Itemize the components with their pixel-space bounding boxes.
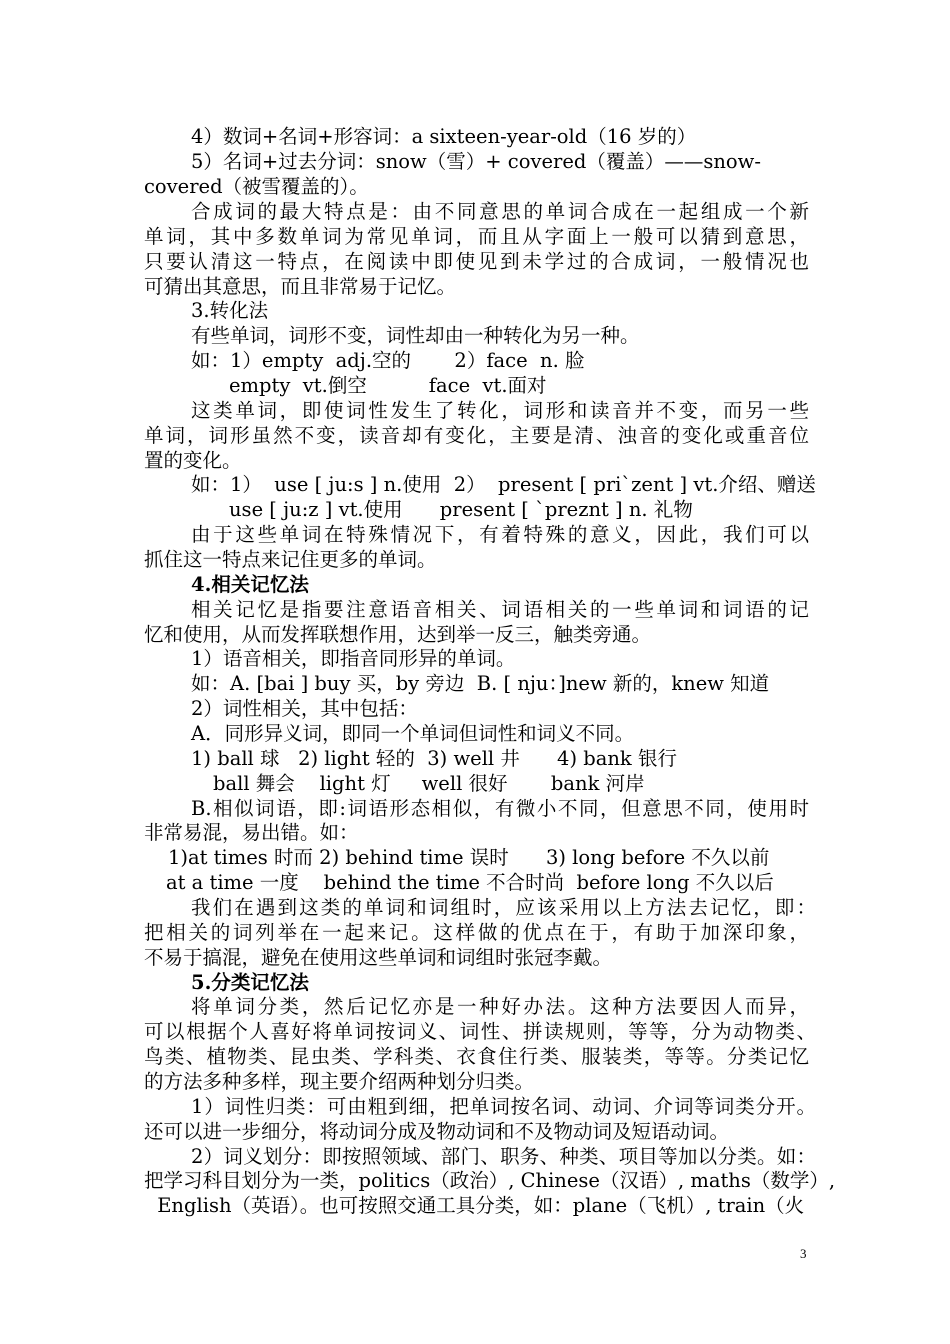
text-line: English（英语）。也可按照交通工具分类，如：plane（飞机）, train（火 (151, 1194, 805, 1217)
text-line: 只要认清这一特点，在阅读中即使见到未学过的合成词，一般情况也 (144, 250, 809, 273)
text-line: 如：A. [bai ] buy 买，by 旁边 B. [ nju：]new 新的，knew 知道 (191, 672, 770, 695)
text-line: 单词，其中多数单词为常见单词，而且从字面上一般可以猜到意思， (144, 225, 809, 248)
text-line: 4）数词+名词+形容词：a sixteen-year-old（16 岁的） (191, 125, 697, 148)
page-number: 3 (800, 1246, 807, 1261)
text-line: A．同形异义词，即同一个单词但词性和词义不同。 (191, 722, 635, 745)
text-line: 合成词的最大特点是：由不同意思的单词合成在一起组成一个新 (191, 200, 809, 223)
text-line: 把学习科目划分为一类，politics（政治）, Chinese（汉语）, maths（数学）, (144, 1169, 836, 1192)
section-heading: 5.分类记忆法 (191, 971, 309, 994)
text-line: 相关记忆是指要注意语音相关、词语相关的一些单词和词语的记 (191, 598, 809, 621)
text-line: 不易于搞混，避免在使用这些单词和词组时张冠李戴。 (144, 946, 613, 969)
text-line: use [ ju:z ] vt.使用 present [ `preznt ] n. 礼物 (229, 498, 693, 521)
text-line: at a time 一度 behind the time 不合时尚 before long 不久以后 (166, 871, 774, 894)
text-line: 还可以进一步细分，将动词分成及物动词和不及物动词及短语动词。 (144, 1120, 730, 1143)
text-line: 置的变化。 (144, 449, 242, 472)
text-line: 1)at times 时而 2) behind time 误时 3) long before 不久以前 (168, 846, 770, 869)
text-line: 2）词性相关，其中包括： (191, 697, 418, 720)
text-line: covered（被雪覆盖的）。 (144, 175, 369, 198)
text-line: 2）词义划分：即按照领域、部门、职务、种类、项目等加以分类。如： (191, 1145, 816, 1168)
text-line: 可猜出其意思，而且非常易于记忆。 (144, 275, 457, 298)
text-line: 由于这些单词在特殊情况下，有着特殊的意义，因此，我们可以 (191, 523, 809, 546)
text-line: 1）词性归类：可由粗到细，把单词按名词、动词、介词等词类分开。 (191, 1095, 816, 1118)
text-line: 可以根据个人喜好将单词按词义、词性、拼读规则，等等，分为动物类、 (144, 1020, 816, 1043)
text-line: empty vt.倒空 face vt.面对 (229, 374, 547, 397)
section-heading: 3.转化法 (191, 299, 269, 322)
text-line: 将单词分类，然后记忆亦是一种好办法。这种方法要因人而异， (191, 995, 809, 1018)
text-line: 的方法多种多样，现主要介绍两种划分归类。 (144, 1070, 535, 1093)
text-line: 抓住这一特点来记住更多的单词。 (144, 548, 437, 571)
text-line: 5）名词+过去分词：snow（雪）+ covered（覆盖）——snow- (191, 150, 761, 173)
section-heading: 4.相关记忆法 (191, 573, 309, 596)
text-line: 如：1）empty adj.空的 2）face n. 脸 (191, 349, 585, 372)
text-line: 1）语音相关，即指音同形异的单词。 (191, 647, 516, 670)
text-line: 把相关的词列举在一起来记。这样做的优点在于，有助于加深印象， (144, 921, 809, 944)
text-line: 忆和使用，从而发挥联想作用，达到举一反三，触类旁通。 (144, 623, 652, 646)
text-line: 鸟类、植物类、昆虫类、学科类、衣食住行类、服装类，等等。分类记忆 (144, 1045, 809, 1068)
text-line: 1) ball 球 2) light 轻的 3) well 井 4) bank 银行 (191, 747, 677, 770)
text-line: 这类单词，即使词性发生了转化，词形和读音并不变，而另一些 (191, 399, 809, 422)
text-line: 有些单词，词形不变，词性却由一种转化为另一种。 (191, 324, 640, 347)
text-line: B.相似词语，即:词语形态相似，有微小不同，但意思不同，使用时 (191, 797, 809, 820)
text-line: ball 舞会 light 灯 well 很好 bank 河岸 (213, 772, 645, 795)
text-line: 非常易混，易出错。如： (144, 821, 359, 844)
text-line: 如：1） use [ ju:s ] n.使用 2） present [ pri`zent ] vt.介绍、赠送 (191, 473, 816, 496)
text-line: 我们在遇到这类的单词和词组时，应该采用以上方法去记忆，即： (191, 896, 816, 919)
text-line: 单词，词形虽然不变，读音却有变化，主要是清、浊音的变化或重音位 (144, 424, 809, 447)
